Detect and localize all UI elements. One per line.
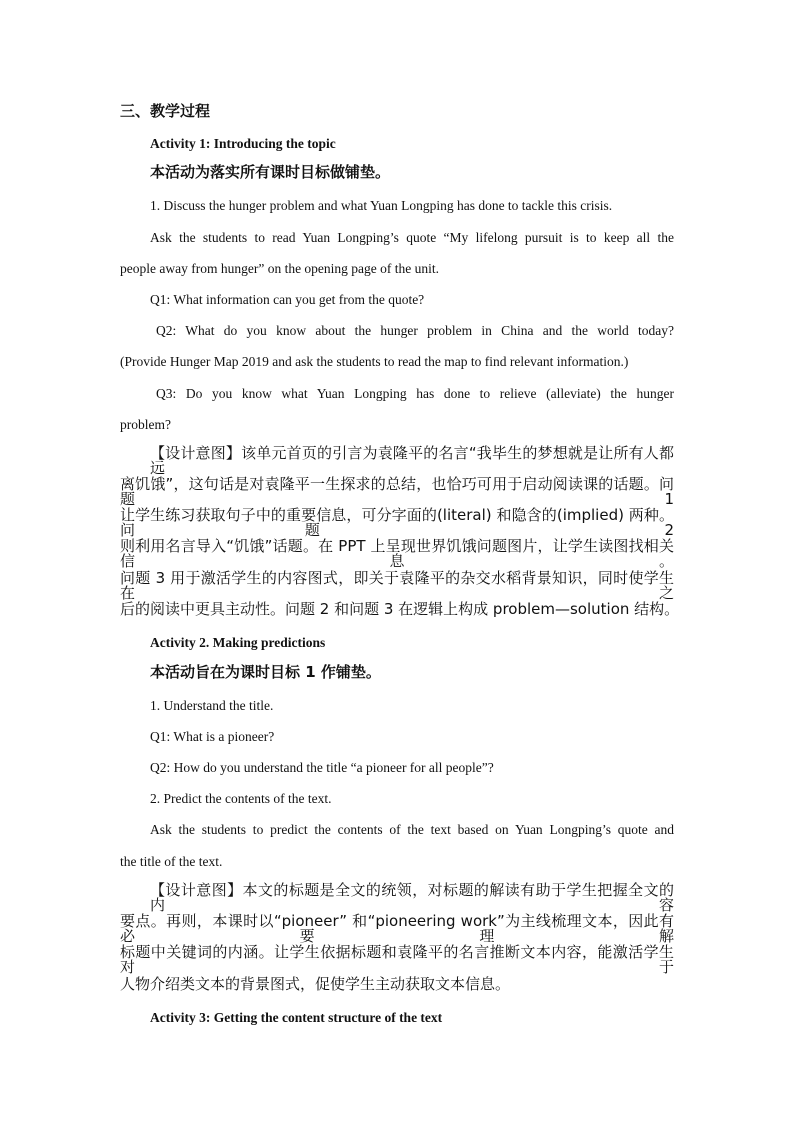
activity1-design-line: 【设计意图】该单元首页的引言为袁隆平的名言“我毕生的梦想就是让所有人都远 [150,444,674,477]
activity1-design-line: 问题 3 用于激活学生的内容图式，即关于袁隆平的杂交水稻背景知识，同时使学生在之 [120,569,674,602]
activity1-q3-line1: Q3: Do you know what Yuan Longping has done to relieve (alleviate) the hunger [156,386,674,401]
activity2-design-line: 标题中关键词的内涵。让学生依据标题和袁隆平的名言推断文本内容，能激活学生对于 [120,943,674,976]
activity2-design-line: 人物介绍类文本的背景图式，促使学生主动获取文本信息。 [120,975,511,993]
activity2-step1: 1. Understand the title. [150,698,274,713]
activity1-q3-line2: problem? [120,417,171,432]
activity2-design-line: 要点。再则，本课时以“pioneer” 和“pioneering work”为主线梳理文本，因此有必要理解 [120,912,674,945]
activity2-design-line: 【设计意图】本文的标题是全文的统领，对标题的解读有助于学生把握全文的内容 [150,881,674,914]
activity2-q2: Q2: How do you understand the title “a pioneer for all people”? [150,760,494,775]
activity2-instruction-line2: the title of the text. [120,854,223,869]
activity1-aim: 本活动为落实所有课时目标做铺垫。 [150,163,391,181]
section-title: 三、教学过程 [120,102,211,120]
activity1-heading: Activity 1: Introducing the topic [150,136,336,151]
activity1-q1: Q1: What information can you get from the quote? [150,292,425,307]
activity1-q2-line2: (Provide Hunger Map 2019 and ask the students to read the map to find relevant information.) [120,354,629,369]
activity1-step1: 1. Discuss the hunger problem and what Yuan Longping has done to tackle this crisis. [150,198,613,213]
activity2-instruction-line1: Ask the students to predict the contents of the text based on Yuan Longping’s quote and [150,822,674,837]
activity1-instruction-line1: Ask the students to read Yuan Longping’s quote “My lifelong pursuit is to keep all the [150,230,674,245]
activity2-aim: 本活动旨在为课时目标 1 作铺垫。 [150,663,381,681]
activity1-design-line: 让学生练习获取句子中的重要信息，可分字面的(literal) 和隐含的(implied) 两种。问题 2 [120,506,674,539]
activity3-heading: Activity 3: Getting the content structure of the text [150,1010,443,1025]
activity1-design-line: 则利用名言导入“饥饿”话题。在 PPT 上呈现世界饥饿问题图片，让学生读图找相关信息。 [120,537,674,570]
activity1-design-line: 后的阅读中更具主动性。问题 2 和问题 3 在逻辑上构成 problem—solution 结构。 [120,600,680,618]
activity1-instruction-line2: people away from hunger” on the opening page of the unit. [120,261,440,276]
activity2-q1: Q1: What is a pioneer? [150,729,275,744]
activity1-design-line: 离饥饿”，这句话是对袁隆平一生探求的总结，也恰巧可用于启动阅读课的话题。问题 1 [120,475,674,508]
activity1-q2-line1: Q2: What do you know about the hunger problem in China and the world today? [156,323,674,338]
activity2-heading: Activity 2. Making predictions [150,635,326,650]
activity2-step2: 2. Predict the contents of the text. [150,791,332,806]
